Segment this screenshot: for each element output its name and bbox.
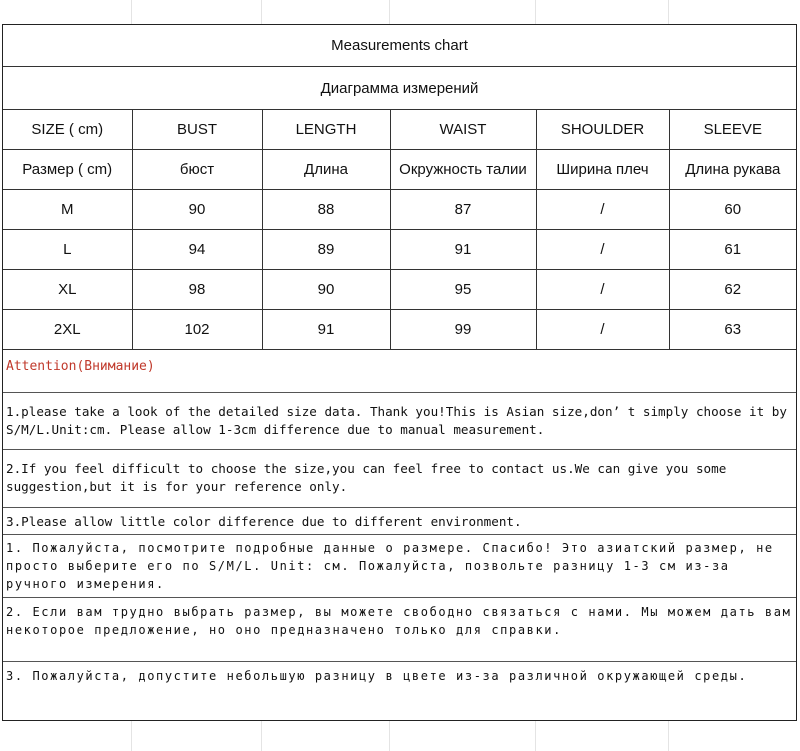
- attention-heading: Attention(Внимание): [3, 351, 796, 393]
- table-cell: 62: [669, 270, 796, 310]
- header-cell: Длина: [262, 150, 390, 190]
- note-ru-3: 3. Пожалуйста, допустите небольшую разницу в цвете из-за различной окружающей среды.: [6, 669, 748, 683]
- table-row: [3, 230, 796, 270]
- header-row-en: [3, 110, 796, 150]
- header-cell: SHOULDER: [536, 110, 669, 150]
- table-cell: 88: [262, 190, 390, 230]
- table-cell: 102: [132, 310, 262, 350]
- table-cell: /: [536, 310, 669, 350]
- note-en-1: 1.please take a look of the detailed size data. Thank you!This is Asian size,don’ t simply choose it by S/M/L.Unit:cm. Please allow 1-3cm difference due to manual measurement.: [3, 393, 796, 450]
- size-cell: M: [3, 190, 132, 230]
- table-cell: 99: [390, 310, 536, 350]
- table-cell: 91: [262, 310, 390, 350]
- size-cell: 2XL: [3, 310, 132, 350]
- table-cell: 60: [669, 190, 796, 230]
- table-cell: /: [536, 230, 669, 270]
- notes-section: [3, 351, 796, 707]
- note-ru-1: 1. Пожалуйста, посмотрите подробные данные о размере. Спасибо! Это азиатский размер, не просто выберите его по S/M/L. Unit: см. Пожалуйста, позвольте разницу 1-3 см из-за ручного измерения.: [3, 535, 796, 598]
- table-cell: 95: [390, 270, 536, 310]
- table-cell: /: [536, 270, 669, 310]
- measurements-table: [3, 25, 796, 350]
- table-cell: 94: [132, 230, 262, 270]
- header-cell: BUST: [132, 110, 262, 150]
- header-cell: Ширина плеч: [536, 150, 669, 190]
- table-cell: 89: [262, 230, 390, 270]
- size-chart-sheet: [2, 24, 797, 721]
- header-cell: SLEEVE: [669, 110, 796, 150]
- header-cell: Окружность талии: [390, 150, 536, 190]
- note-en-2: 2.If you feel difficult to choose the size,you can feel free to contact us.We can give you some suggestion,but it is for your reference only.: [3, 450, 796, 508]
- chart-title-ru: Диаграмма измерений: [3, 67, 796, 110]
- header-cell: Размер ( cm): [3, 150, 132, 190]
- chart-title-en: Measurements chart: [3, 25, 796, 67]
- table-cell: 61: [669, 230, 796, 270]
- size-cell: XL: [3, 270, 132, 310]
- header-cell: бюст: [132, 150, 262, 190]
- table-cell: /: [536, 190, 669, 230]
- table-cell: 90: [262, 270, 390, 310]
- header-row-ru: [3, 150, 796, 190]
- table-row: [3, 190, 796, 230]
- note-ru-2: 2. Если вам трудно выбрать размер, вы можете свободно связаться с нами. Мы можем дать вам некоторое предложение, но оно предназначено только для справки.: [3, 598, 796, 662]
- table-cell: 91: [390, 230, 536, 270]
- note-en-3: 3.Please allow little color difference due to different environment.: [3, 508, 796, 535]
- table-cell: 98: [132, 270, 262, 310]
- table-row: [3, 270, 796, 310]
- header-cell: SIZE ( cm): [3, 110, 132, 150]
- table-cell: 87: [390, 190, 536, 230]
- header-cell: Длина рукава: [669, 150, 796, 190]
- table-cell: 90: [132, 190, 262, 230]
- table-row: [3, 310, 796, 350]
- table-cell: 63: [669, 310, 796, 350]
- size-cell: L: [3, 230, 132, 270]
- header-cell: LENGTH: [262, 110, 390, 150]
- header-cell: WAIST: [390, 110, 536, 150]
